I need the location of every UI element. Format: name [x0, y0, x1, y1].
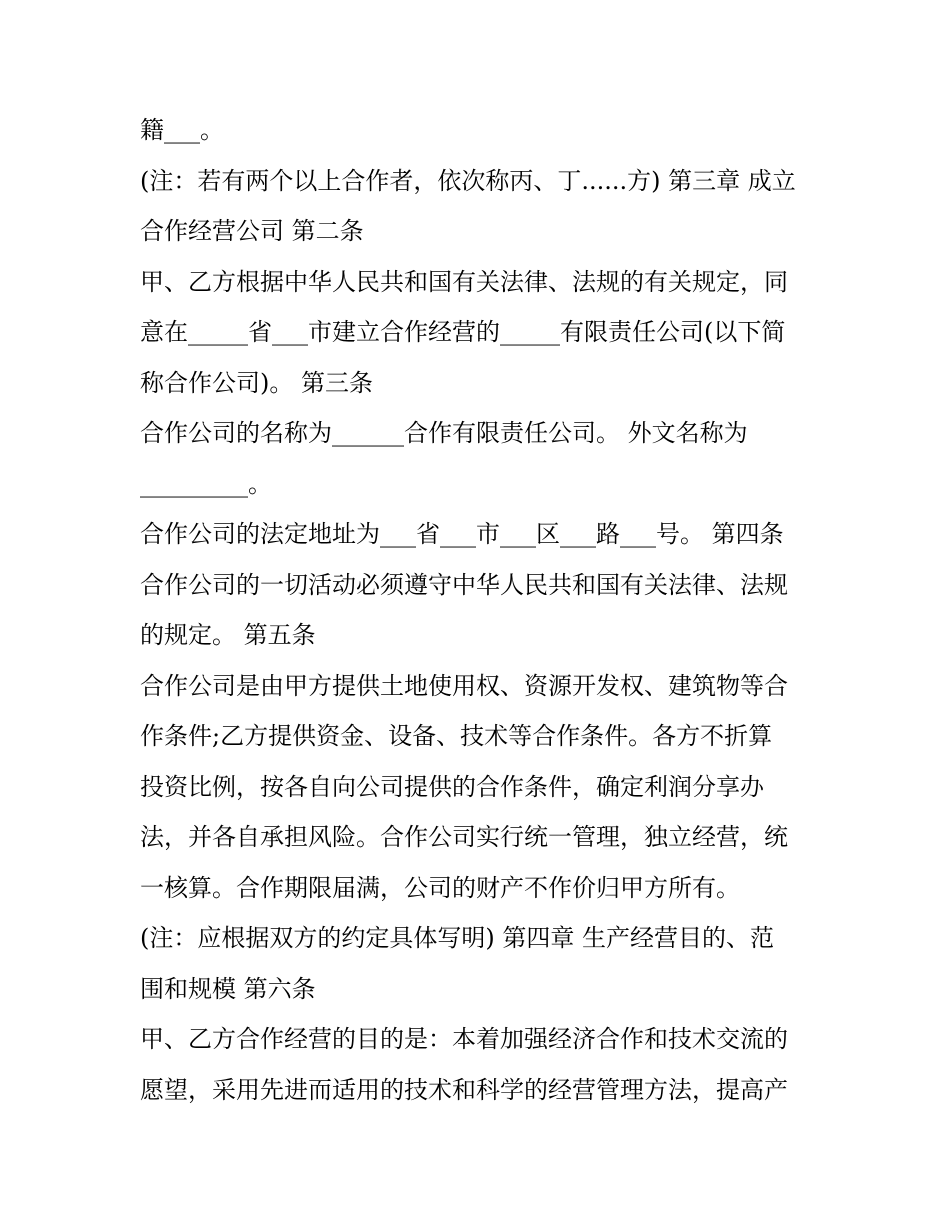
text-line: 合作经营公司 第二条 — [140, 217, 364, 245]
text-line: 合作公司的法定地址为___省___市___区___路___号。 第四条 — [140, 520, 784, 548]
text-line: 法，并各自承担风险。合作公司实行统一管理，独立经营，统 — [140, 823, 788, 851]
text-line: 甲、乙方根据中华人民共和国有关法律、法规的有关规定，同 — [140, 267, 788, 296]
text-line: 一核算。合作期限届满，公司的财产不作价归甲方所有。 — [140, 873, 740, 902]
text-line: 愿望，采用先进而适用的技术和科学的经营管理方法，提高产 — [140, 1075, 788, 1104]
text-line: 甲、乙方合作经营的目的是：本着加强经济合作和技术交流的 — [140, 1025, 788, 1053]
text-line: 籍___。 — [140, 116, 224, 144]
text-line: 意在_____省___市建立合作经营的_____有限责任公司(以下简 — [140, 318, 786, 346]
text-line: 作条件;乙方提供资金、设备、技术等合作条件。各方不折算 — [140, 722, 773, 750]
text-line: 合作公司的名称为______合作有限责任公司。 外文名称为 — [140, 419, 748, 447]
text-line: 围和规模 第六条 — [140, 974, 316, 1003]
text-line: 合作公司是由甲方提供土地使用权、资源开发权、建筑物等合 — [140, 671, 788, 700]
text-line: (注：应根据双方的约定具体写明) 第四章 生产经营目的、范 — [140, 924, 774, 952]
text-line: 的规定。 第五条 — [140, 621, 316, 649]
text-line: 合作公司的一切活动必须遵守中华人民共和国有关法律、法规 — [140, 570, 788, 599]
text-line: 投资比例，按各自向公司提供的合作条件，确定利润分享办 — [140, 772, 764, 801]
document-body — [140, 105, 820, 1115]
text-line: _________。 — [140, 469, 272, 498]
text-line: (注：若有两个以上合作者，依次称丙、丁......方) 第三章 成立 — [140, 166, 796, 195]
text-line: 称合作公司)。 第三条 — [140, 368, 373, 397]
